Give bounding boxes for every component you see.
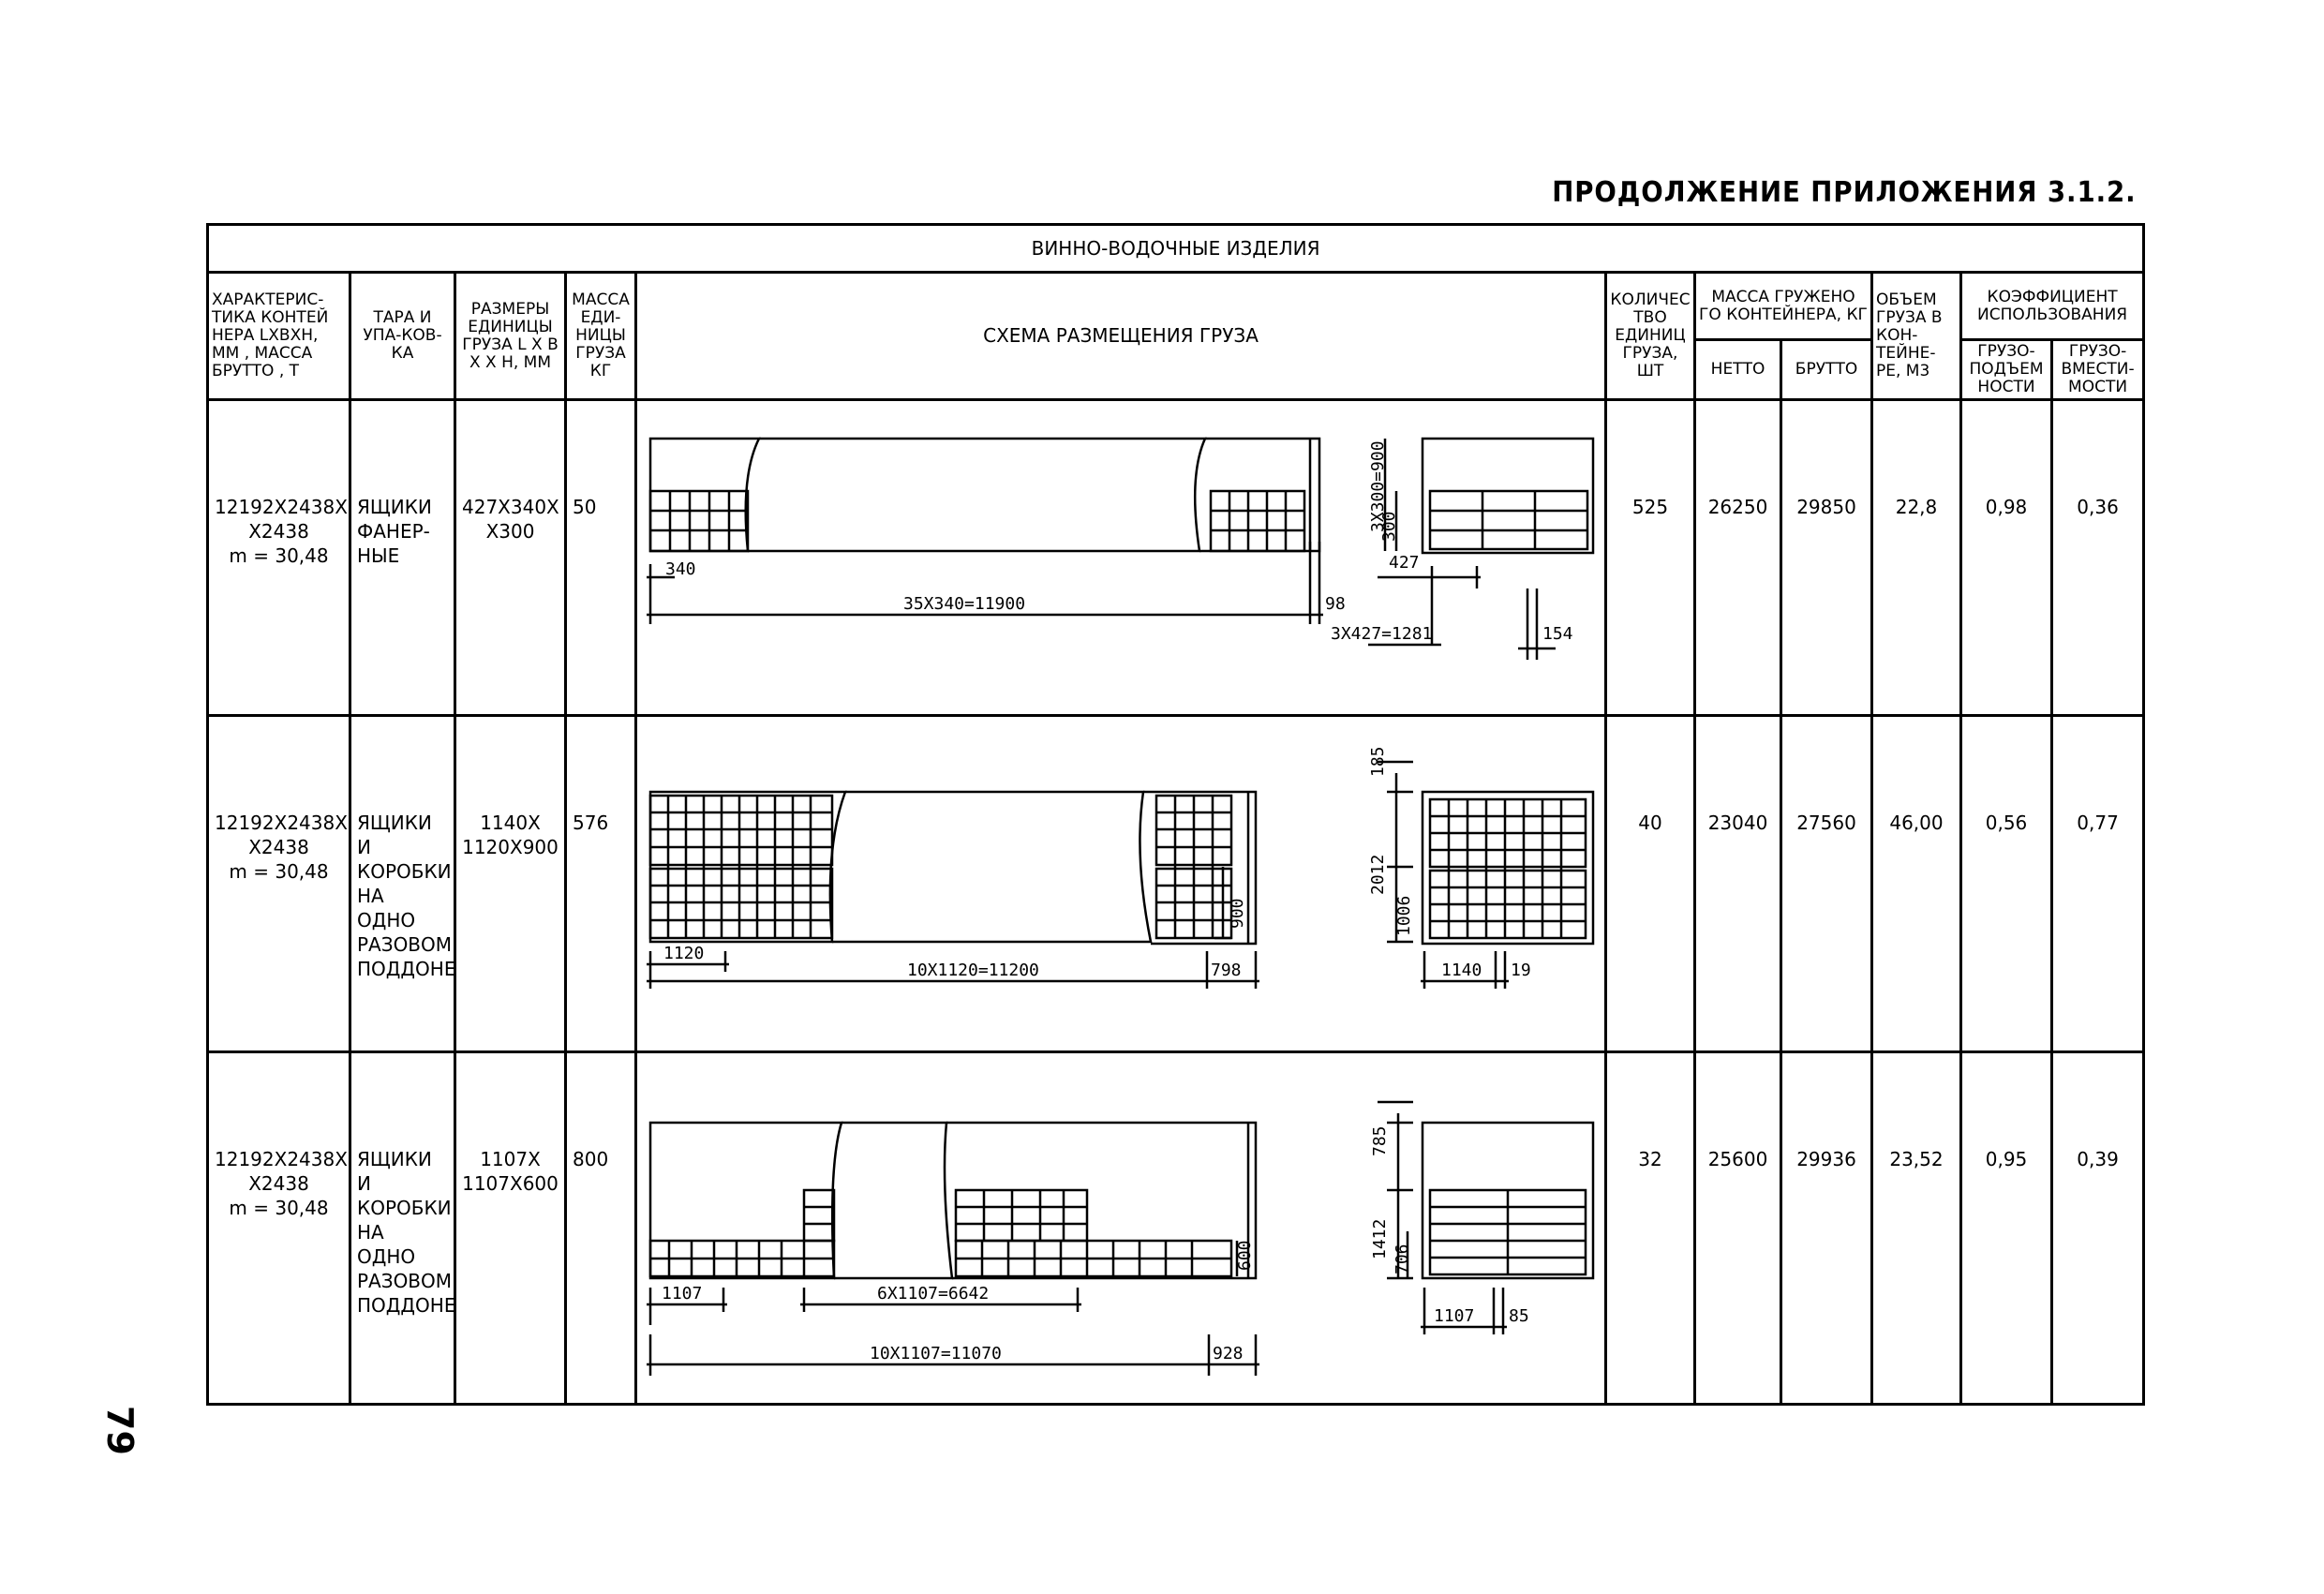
col-package: ТАРА И УПА-КОВ-КА — [350, 273, 455, 400]
quantity-cell: 40 — [1606, 716, 1695, 1052]
svg-text:1107: 1107 — [662, 1284, 703, 1304]
col-brutto: БРУТТО — [1781, 340, 1872, 400]
svg-text:85: 85 — [1509, 1306, 1529, 1326]
svg-text:340: 340 — [665, 559, 696, 579]
placement-scheme — [636, 1052, 1606, 1405]
quantity-cell: 525 — [1606, 400, 1695, 716]
svg-text:10Х1120=11200: 10Х1120=11200 — [907, 961, 1039, 980]
svg-text:154: 154 — [1542, 624, 1573, 644]
unit-size-cell: 427Х340Х Х300 — [455, 400, 566, 716]
col-coef-volume: ГРУЗО-ВМЕСТИ-МОСТИ — [2052, 340, 2144, 400]
container-spec: 12192Х2438Х Х2438 m = 30,48 — [208, 400, 350, 716]
container-spec: 12192Х2438Х Х2438 m = 30,48 — [208, 716, 350, 1052]
volume-cell: 46,00 — [1872, 716, 1961, 1052]
svg-text:98: 98 — [1325, 594, 1346, 614]
unit-mass-cell: 50 — [566, 400, 636, 716]
svg-text:785: 785 — [1370, 1125, 1390, 1156]
placement-scheme-drawing — [637, 1053, 1605, 1403]
group-title: ВИННО-ВОДОЧНЫЕ ИЗДЕЛИЯ — [208, 225, 2144, 273]
svg-text:1120: 1120 — [663, 944, 705, 963]
svg-text:900: 900 — [1228, 898, 1247, 929]
coef-volume-cell: 0,39 — [2052, 1052, 2144, 1405]
brutto-cell: 27560 — [1781, 716, 1872, 1052]
col-scheme: СХЕМА РАЗМЕЩЕНИЯ ГРУЗА — [636, 273, 1606, 400]
package-cell: ЯЩИКИ И КОРОБКИ НА ОДНО РАЗОВОМ ПОДДОНЕ — [350, 716, 455, 1052]
unit-size-cell: 1140Х 1120Х900 — [455, 716, 566, 1052]
svg-text:1107: 1107 — [1434, 1306, 1475, 1326]
col-netto: НЕТТО — [1695, 340, 1781, 400]
svg-text:3Х300=900: 3Х300=900 — [1368, 440, 1388, 532]
svg-text:3Х427=1281: 3Х427=1281 — [1331, 624, 1433, 644]
svg-text:185: 185 — [1368, 746, 1388, 777]
table-row — [208, 400, 2144, 716]
col-container: ХАРАКТЕРИС-ТИКА КОНТЕЙ НЕРА LXBXH, ММ , МАССА БРУТТО , Т — [208, 273, 350, 400]
placement-scheme — [636, 400, 1606, 716]
svg-text:1140: 1140 — [1441, 961, 1482, 980]
svg-text:35Х340=11900: 35Х340=11900 — [903, 594, 1026, 614]
container-spec: 12192Х2438Х Х2438 m = 30,48 — [208, 1052, 350, 1405]
package-cell: ЯЩИКИ ФАНЕР-НЫЕ — [350, 400, 455, 716]
brutto-cell: 29936 — [1781, 1052, 1872, 1405]
cargo-placement-table — [206, 223, 2145, 1406]
table-row — [208, 716, 2144, 1052]
svg-text:300: 300 — [1379, 511, 1399, 542]
placement-scheme-drawing — [637, 717, 1605, 1050]
svg-text:19: 19 — [1511, 961, 1531, 980]
coef-volume-cell: 0,36 — [2052, 400, 2144, 716]
netto-cell: 26250 — [1695, 400, 1781, 716]
col-coef-load: ГРУЗО-ПОДЪЕМ НОСТИ — [1961, 340, 2052, 400]
svg-text:10Х1107=11070: 10Х1107=11070 — [870, 1344, 1002, 1363]
package-cell: ЯЩИКИ И КОРОБКИ НА ОДНО РАЗОВОМ ПОДДОНЕ — [350, 1052, 455, 1405]
svg-text:600: 600 — [1235, 1240, 1255, 1271]
coef-load-cell: 0,56 — [1961, 716, 2052, 1052]
svg-text:1006: 1006 — [1394, 895, 1414, 936]
svg-text:798: 798 — [1211, 961, 1242, 980]
quantity-cell: 32 — [1606, 1052, 1695, 1405]
brutto-cell: 29850 — [1781, 400, 1872, 716]
unit-mass-cell: 800 — [566, 1052, 636, 1405]
coef-load-cell: 0,95 — [1961, 1052, 2052, 1405]
page-number: 79 — [99, 1406, 141, 1455]
svg-text:427: 427 — [1389, 553, 1420, 573]
col-unit-size: РАЗМЕРЫ ЕДИНИЦЫ ГРУЗА L X B X X H, ММ — [455, 273, 566, 400]
unit-mass-cell: 576 — [566, 716, 636, 1052]
netto-cell: 23040 — [1695, 716, 1781, 1052]
svg-text:6Х1107=6642: 6Х1107=6642 — [877, 1284, 990, 1304]
table-row — [208, 1052, 2144, 1405]
col-volume: ОБЪЕМ ГРУЗА В КОН-ТЕЙНЕ-РЕ, М3 — [1872, 273, 1961, 400]
page-header: ПРОДОЛЖЕНИЕ ПРИЛОЖЕНИЯ 3.1.2. — [1552, 176, 2137, 209]
col-unit-mass: МАССА ЕДИ-НИЦЫ ГРУЗА КГ — [566, 273, 636, 400]
svg-text:1412: 1412 — [1370, 1218, 1390, 1259]
svg-text:706: 706 — [1393, 1244, 1412, 1274]
col-quantity: КОЛИЧЕС ТВО ЕДИНИЦ ГРУЗА, ШТ — [1606, 273, 1695, 400]
coef-volume-cell: 0,77 — [2052, 716, 2144, 1052]
volume-cell: 23,52 — [1872, 1052, 1961, 1405]
coef-load-cell: 0,98 — [1961, 400, 2052, 716]
svg-text:928: 928 — [1213, 1344, 1244, 1363]
placement-scheme-drawing — [637, 401, 1605, 714]
volume-cell: 22,8 — [1872, 400, 1961, 716]
netto-cell: 25600 — [1695, 1052, 1781, 1405]
placement-scheme — [636, 716, 1606, 1052]
svg-text:2012: 2012 — [1368, 854, 1388, 895]
unit-size-cell: 1107Х 1107Х600 — [455, 1052, 566, 1405]
col-mass-group: МАССА ГРУЖЕНО ГО КОНТЕЙНЕРА, КГ — [1695, 273, 1872, 340]
col-coef-group: КОЭФФИЦИЕНТ ИСПОЛЬЗОВАНИЯ — [1961, 273, 2144, 340]
